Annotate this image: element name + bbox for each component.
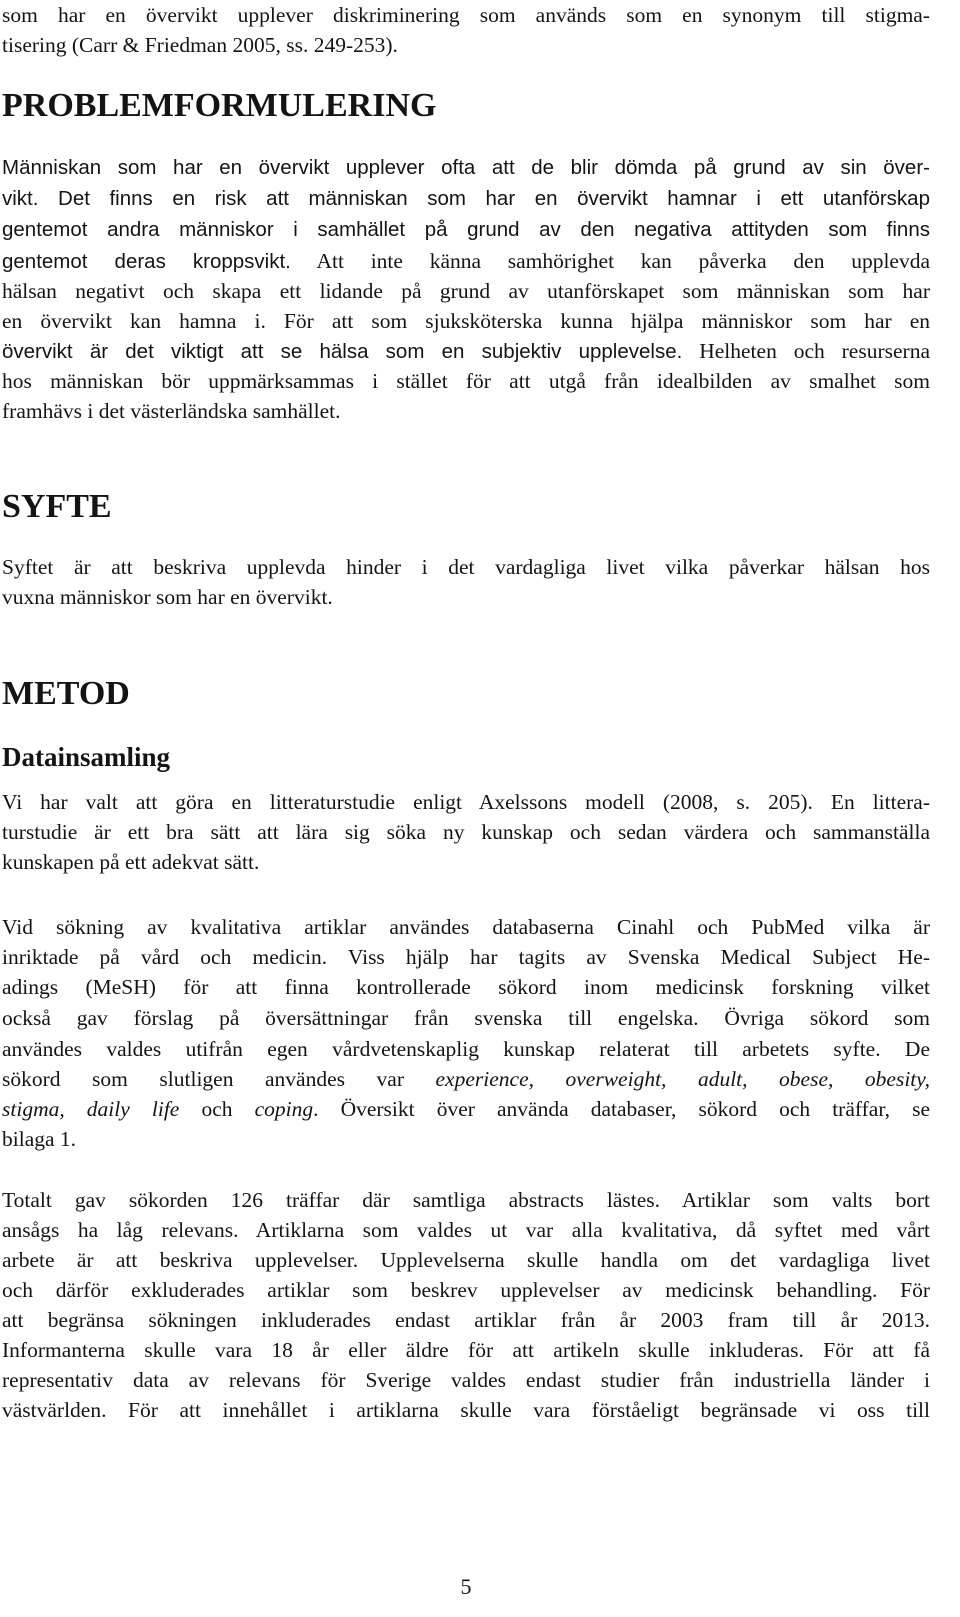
body-line: kunskapen på ett adekvat sätt. bbox=[2, 850, 260, 874]
body-text-serif: För att som sjuksköterska kunna hjälpa människor som har en bbox=[283, 309, 931, 333]
body-line bbox=[2, 336, 930, 367]
body-line bbox=[2, 1094, 930, 1124]
body-text-sans: gentemot deras kroppsvikt. bbox=[2, 250, 291, 273]
body-text: sökord som slutligen användes var bbox=[2, 1067, 404, 1091]
body-line: bilaga 1. bbox=[2, 1127, 77, 1151]
body-line: Vi har valt att göra en litteraturstudie enligt Axelssons modell (2008, s. 205). En littera- bbox=[2, 790, 930, 814]
body-line: adings (MeSH) för att finna kontrollerade sökord inom medicinsk forskning vilket bbox=[2, 975, 930, 999]
body-text-serif: en övervikt kan hamna i. bbox=[2, 309, 266, 333]
section-heading-syfte: SYFTE bbox=[2, 488, 112, 525]
body-line: Syftet är att beskriva upplevda hinder i det vardagliga livet vilka påverkar hälsan hos bbox=[2, 555, 930, 579]
body-line: gentemot andra människor i samhället på grund av den negativa attityden som finns bbox=[2, 218, 930, 241]
body-line: Informanterna skulle vara 18 år eller äldre för att artikeln skulle inkluderas. För att få bbox=[2, 1338, 930, 1362]
body-text-serif: Helheten och resurserna bbox=[699, 339, 930, 363]
search-terms-italic: experience, overweight, adult, obese, obesity, bbox=[435, 1067, 930, 1091]
body-line bbox=[2, 306, 930, 336]
body-line: Människan som har en övervikt upplever ofta att de blir dömda på grund av sin över- bbox=[2, 156, 930, 179]
search-term-italic: coping bbox=[254, 1097, 314, 1121]
page-number: 5 bbox=[460, 1574, 472, 1599]
body-line: Totalt gav sökorden 126 träffar där samtliga abstracts lästes. Artiklar som valts bort bbox=[2, 1188, 930, 1212]
body-line: turstudie är ett bra sätt att lära sig söka ny kunskap och sedan värdera och sammanställa bbox=[2, 820, 930, 844]
body-line: Vid sökning av kvalitativa artiklar användes databaserna Cinahl och PubMed vilka är bbox=[2, 915, 930, 939]
section-heading-metod: METOD bbox=[2, 675, 130, 712]
body-line: hos människan bör uppmärksammas i stället för att utgå från idealbilden av smalhet som bbox=[2, 369, 930, 393]
body-line: representativ data av relevans för Sverige valdes endast studier från industriella länder i bbox=[2, 1368, 930, 1392]
body-line bbox=[2, 1064, 930, 1094]
body-line: vikt. Det finns en risk att människan som har en övervikt hamnar i ett utanförskap bbox=[2, 187, 930, 210]
body-line: tisering (Carr & Friedman 2005, ss. 249-253). bbox=[2, 33, 398, 57]
section-heading-problemformulering: PROBLEMFORMULERING bbox=[2, 87, 437, 124]
body-line: västvärlden. För att innehållet i artiklarna skulle vara förståeligt begränsade vi oss till bbox=[2, 1398, 930, 1422]
body-line: vuxna människor som har en övervikt. bbox=[2, 585, 333, 609]
body-text: . Översikt över använda databaser, sökord och träffar, se bbox=[313, 1097, 931, 1121]
body-line: ansågs ha låg relevans. Artiklarna som valdes ut var alla kvalitativa, då syftet med vårt bbox=[2, 1218, 930, 1242]
body-line: inriktade på vård och medicin. Viss hjälp har tagits av Svenska Medical Subject He- bbox=[2, 945, 930, 969]
body-text-sans: övervikt är det viktigt att se hälsa som en subjektiv upplevelse. bbox=[2, 340, 683, 363]
body-line: som har en övervikt upplever diskriminering som används som en synonym till stigma- bbox=[2, 3, 930, 27]
body-text: och bbox=[201, 1097, 233, 1121]
body-text-serif: Att inte känna samhörighet kan påverka den upplevda bbox=[316, 249, 931, 273]
body-line: också gav förslag på översättningar från svenska till engelska. Övriga sökord som bbox=[2, 1006, 930, 1030]
subsection-heading-datainsamling: Datainsamling bbox=[2, 742, 171, 772]
search-terms-italic: stigma, daily life bbox=[2, 1097, 180, 1121]
body-line: framhävs i det västerländska samhället. bbox=[2, 399, 341, 423]
body-line: användes valdes utifrån egen vårdvetenskaplig kunskap relaterat till arbetets syfte. De bbox=[2, 1037, 930, 1061]
body-line: att begränsa sökningen inkluderades endast artiklar från år 2003 fram till år 2013. bbox=[2, 1308, 930, 1332]
body-line bbox=[2, 246, 930, 277]
body-line: arbete är att beskriva upplevelser. Upplevelserna skulle handla om det vardagliga livet bbox=[2, 1248, 930, 1272]
body-line: hälsan negativt och skapa ett lidande på grund av utanförskapet som människan som har bbox=[2, 279, 930, 303]
body-line: och därför exkluderades artiklar som beskrev upplevelser av medicinsk behandling. För bbox=[2, 1278, 930, 1302]
